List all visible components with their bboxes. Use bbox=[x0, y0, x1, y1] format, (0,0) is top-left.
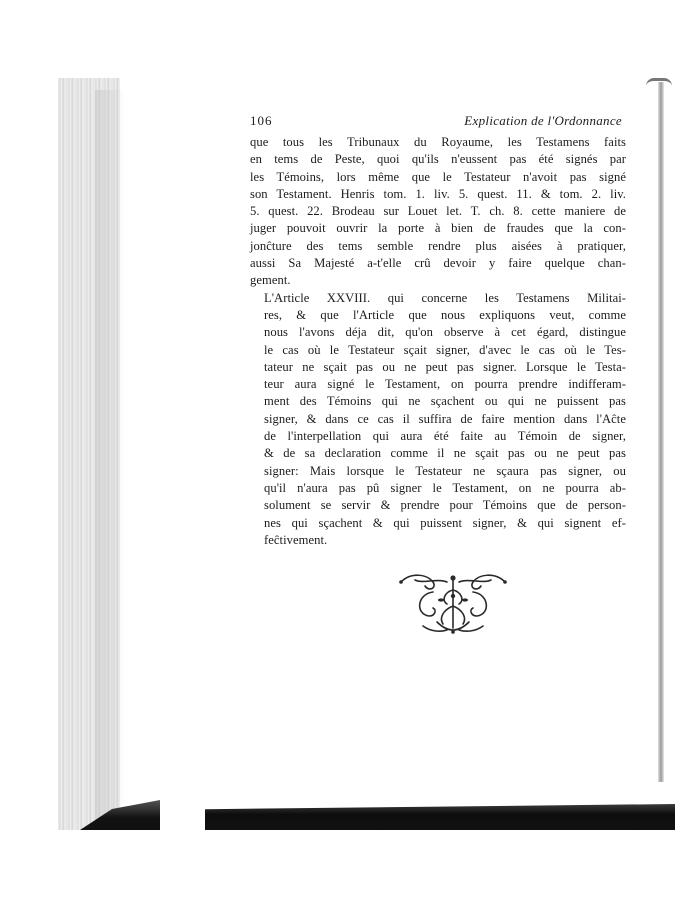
running-head bbox=[250, 113, 626, 133]
text-line: tateur ne sçait pas ou ne peut pas signer. Lorsque le Testa- bbox=[264, 359, 626, 374]
text-line: solument se servir & prendre pour Témoins que de person- bbox=[264, 498, 626, 513]
page-corner-curl bbox=[646, 78, 672, 91]
text-line: son Testament. Henris tom. 1. liv. 5. quest. 11. & tom. 2. liv. bbox=[250, 186, 626, 201]
running-head-title: Explication de l'Ordonnance bbox=[464, 113, 622, 128]
text-line: L'Article XXVIII. qui concerne les Testamens Militai- bbox=[264, 290, 626, 305]
text-line: teur aura signé le Testament, on pourra prendre indifferam- bbox=[264, 377, 626, 392]
text-line: feĉtivement. bbox=[264, 532, 328, 547]
page-number: 106 bbox=[250, 113, 273, 128]
text-line: en tems de Peste, quoi qu'ils n'eussent pas été signés par bbox=[250, 152, 626, 167]
text-line: 5. quest. 22. Brodeau sur Louet let. T. ch. 8. cette maniere de bbox=[250, 204, 626, 219]
floral-vignette-ornament-icon bbox=[393, 570, 513, 636]
gutter-shadow bbox=[95, 90, 125, 830]
text-line: de l'interpellation qui aura été faite au Témoin de signer, bbox=[264, 429, 626, 444]
text-line: jonĉture des tems semble rendre plus aisées à pratiquer, bbox=[250, 238, 626, 253]
text-line: aussi Sa Majesté a-t'elle crû devoir y faire quelque chan- bbox=[250, 256, 626, 271]
right-page-edge bbox=[658, 82, 664, 782]
text-line: signer, & dans ce cas il suffira de faire mention dans l'Aĉte bbox=[264, 411, 626, 426]
text-line: que tous les Tribunaux du Royaume, les Testamens faits bbox=[250, 135, 626, 149]
paragraph-2 bbox=[250, 290, 626, 549]
text-line: qu'il n'aura pas pû signer le Testament, on ne pourra ab- bbox=[264, 480, 626, 495]
text-line: ment des Témoins qui ne sçachent ou qui ne puissent pas bbox=[264, 394, 626, 409]
text-block bbox=[250, 113, 626, 549]
text-line: & de sa declaration comme il ne sçait pas ou ne peut pas bbox=[264, 446, 626, 461]
body-text bbox=[250, 134, 626, 549]
text-line: nes qui sçachent & qui puissent signer, & qui signent ef- bbox=[264, 515, 626, 530]
text-line: juger pouvoit ouvrir la porte à bien de fraudes que la con- bbox=[250, 221, 626, 236]
text-line: les Témoins, lors même que le Testateur n'avoit pas signé bbox=[250, 169, 626, 184]
bottom-page-shadow bbox=[205, 804, 675, 830]
text-line: signer: Mais lorsque le Testateur ne sçaura pas signer, ou bbox=[264, 463, 626, 478]
text-line: res, & que l'Article que nous expliquons veut, comme bbox=[264, 307, 626, 322]
text-line: nous l'avons déja dit, qu'on observe à cet égard, distingue bbox=[264, 325, 626, 340]
paragraph-1 bbox=[250, 134, 626, 290]
text-line: le cas où le Testateur sçait signer, d'avec le cas où le Tes- bbox=[264, 342, 626, 357]
text-line: gement. bbox=[250, 273, 291, 288]
